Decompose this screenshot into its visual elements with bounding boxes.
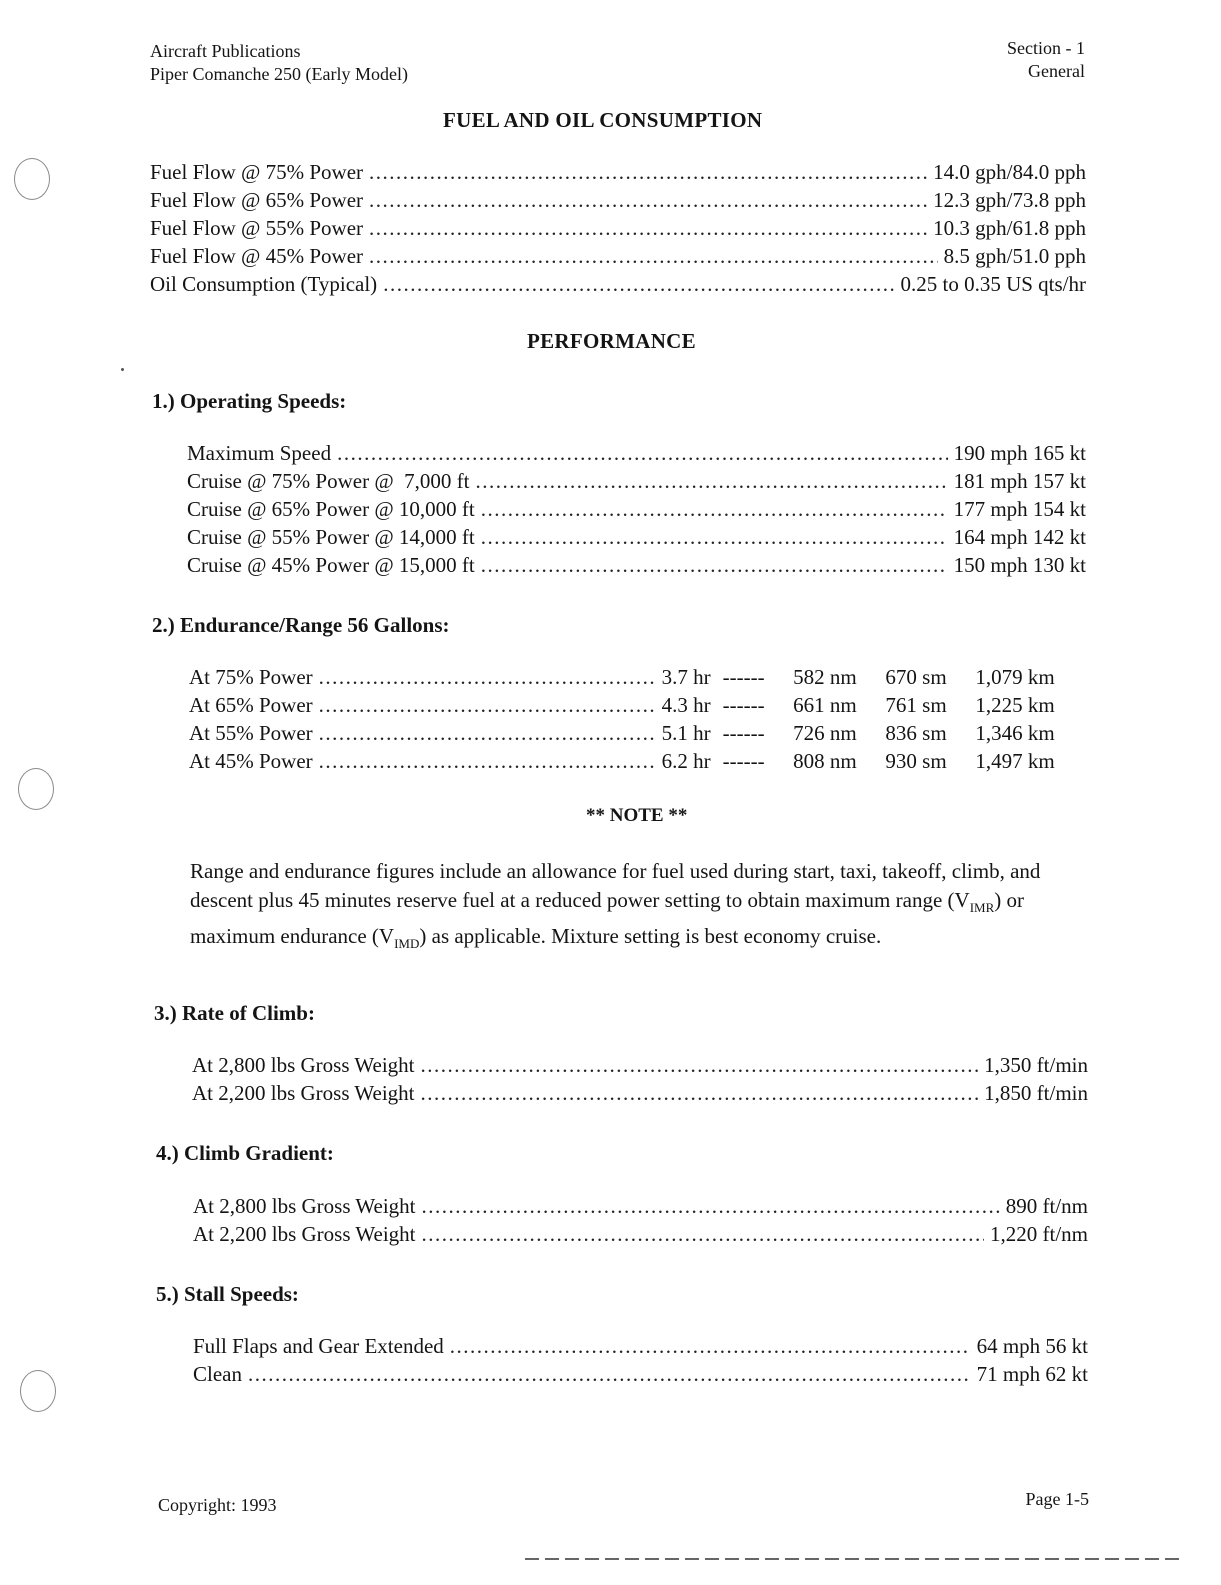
endurance-heading: 2.) Endurance/Range 56 Gallons: bbox=[152, 613, 450, 637]
gradient-row: At 2,800 lbs Gross Weight ..... 890 ft/nm bbox=[193, 1194, 1088, 1222]
oil-row: Oil Consumption (Typical) ..... 0.25 to 0.35 US qts/hr bbox=[150, 272, 1086, 300]
page-number: Page 1-5 bbox=[1025, 1489, 1089, 1509]
punch-hole-top bbox=[14, 158, 50, 200]
fuel-row: Fuel Flow @ 65% Power ..... 12.3 gph/73.8 pph bbox=[150, 188, 1086, 216]
stall-row: Full Flaps and Gear Extended ..... 64 mph 56 kt bbox=[193, 1334, 1088, 1362]
fuel-row: Fuel Flow @ 55% Power ..... 10.3 gph/61.8 pph bbox=[150, 216, 1086, 244]
speed-row: Maximum Speed ..... 190 mph 165 kt bbox=[187, 441, 1086, 469]
scan-edge-line bbox=[525, 1558, 1185, 1560]
speed-row: Cruise @ 45% Power @ 15,000 ft ..... 150 mph 130 kt bbox=[187, 553, 1086, 581]
header-right bbox=[1007, 37, 1085, 83]
header-left bbox=[150, 40, 408, 86]
aircraft-model: Piper Comanche 250 (Early Model) bbox=[150, 64, 408, 84]
scan-speck bbox=[121, 368, 124, 371]
stall-speeds-heading: 5.) Stall Speeds: bbox=[156, 1282, 299, 1306]
section-number: Section - 1 bbox=[1007, 38, 1085, 58]
fuel-oil-title: FUEL AND OIL CONSUMPTION bbox=[443, 108, 763, 132]
operating-speeds-heading: 1.) Operating Speeds: bbox=[152, 389, 347, 413]
endurance-table bbox=[189, 665, 1087, 777]
gradient-row: At 2,200 lbs Gross Weight ..... 1,220 ft/nm bbox=[193, 1222, 1088, 1250]
climb-row: At 2,200 lbs Gross Weight ..... 1,850 ft/min bbox=[192, 1081, 1088, 1109]
note-heading: ** NOTE ** bbox=[586, 805, 688, 826]
punch-hole-middle bbox=[18, 768, 54, 810]
endurance-row: At 55% Power ..... 5.1 hr ------ 726 nm 836 sm 1,346 km bbox=[189, 721, 1087, 749]
publisher-name: Aircraft Publications bbox=[150, 41, 301, 61]
endurance-row: At 65% Power ..... 4.3 hr ------ 661 nm 761 sm 1,225 km bbox=[189, 693, 1087, 721]
copyright: Copyright: 1993 bbox=[158, 1495, 277, 1515]
rate-of-climb-table bbox=[192, 1053, 1088, 1109]
operating-speeds-table bbox=[187, 441, 1086, 581]
fuel-table bbox=[150, 160, 1086, 300]
speed-row: Cruise @ 55% Power @ 14,000 ft ..... 164 mph 142 kt bbox=[187, 525, 1086, 553]
note-text: Range and endurance figures include an allowance for fuel used during start, taxi, takeoff, climb, and descent plus 45 minutes reserve fuel at a reduced power setting to obtain maximum range $(V_{IMR})$ or maximum endurance $(V_{IMD})$ as applicable. Mixture setting is best economy cruise. bbox=[190, 859, 1041, 952]
endurance-row: At 75% Power ..... 3.7 hr ------ 582 nm 670 sm 1,079 km bbox=[189, 665, 1087, 693]
stall-speeds-table bbox=[193, 1334, 1088, 1390]
punch-hole-bottom bbox=[20, 1370, 56, 1412]
climb-gradient-table bbox=[193, 1194, 1088, 1250]
performance-title: PERFORMANCE bbox=[527, 329, 696, 353]
section-name: General bbox=[1028, 61, 1085, 81]
rate-of-climb-heading: 3.) Rate of Climb: bbox=[154, 1001, 315, 1025]
climb-gradient-heading: 4.) Climb Gradient: bbox=[156, 1141, 334, 1165]
fuel-row: Fuel Flow @ 45% Power ..... 8.5 gph/51.0 pph bbox=[150, 244, 1086, 272]
climb-row: At 2,800 lbs Gross Weight ..... 1,350 ft/min bbox=[192, 1053, 1088, 1081]
speed-row: Cruise @ 65% Power @ 10,000 ft ..... 177 mph 154 kt bbox=[187, 497, 1086, 525]
endurance-row: At 45% Power ..... 6.2 hr ------ 808 nm 930 sm 1,497 km bbox=[189, 749, 1087, 777]
stall-row: Clean ..... 71 mph 62 kt bbox=[193, 1362, 1088, 1390]
fuel-row: Fuel Flow @ 75% Power ..... 14.0 gph/84.0 pph bbox=[150, 160, 1086, 188]
speed-row: Cruise @ 75% Power @ 7,000 ft ..... 181 mph 157 kt bbox=[187, 469, 1086, 497]
